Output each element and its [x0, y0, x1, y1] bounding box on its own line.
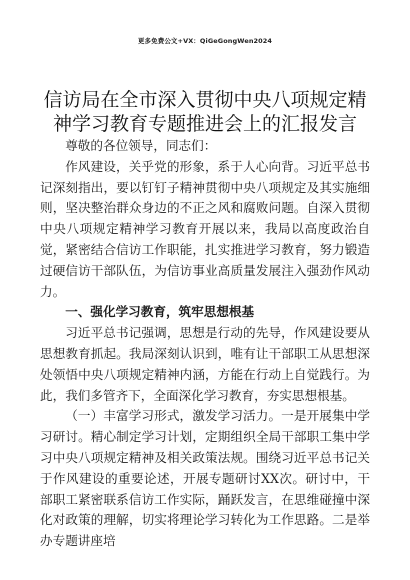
salutation: 尊敬的各位领导，同志们：	[65, 138, 217, 153]
document-title: 信访局在全市深入贯彻中央八项规定精神学习教育专题推进会上的汇报发言	[43, 89, 367, 135]
paragraph-subsection-1: （一）丰富学习形式，激发学习活力。一是开展集中学习研讨。精心制定学习计划，定期组织全局干部职工集中学习中央八项规定精神及相关政策法规。围绕习近平总书记关于作风建设的重要论述，开展专题研讨XX次。研讨中，干部职工紧密联系信访工作实际，踊跃发言，在思维碰撞中深化对政策的理解，切实将理论学习转化为工作思路。二是举办专题讲座培	[40, 408, 370, 549]
paragraph-intro: 作风建设，关乎党的形象，系于人心向背。习近平总书记深刻指出，要以钉钉子精神贯彻中央八项规定及其实施细则，坚决整治群众身边的不正之风和腐败问题。自深入贯彻中央八项规定精神学习教育开展以来，我局以高度政治自觉，紧密结合信访工作职能，扎实推进学习教育，努力锻造过硬信访干部队伍，为信访事业高质量发展注入强劲作风动力。	[40, 158, 370, 299]
document-body	[40, 136, 370, 552]
paragraph-section-1: 习近平总书记强调，思想是行动的先导，作风建设要从思想教育抓起。我局深刻认识到，唯有让干部职工从思想深处领悟中央八项规定精神内涵，方能在行动上自觉践行。为此，我们多管齐下，全面深化学习教育，夯实思想根基。	[40, 325, 370, 403]
section-heading: 一、强化学习教育，筑牢思想根基	[65, 304, 255, 320]
header-watermark: 更多免费公文+VX：QiGeGongWen2024	[137, 37, 273, 45]
